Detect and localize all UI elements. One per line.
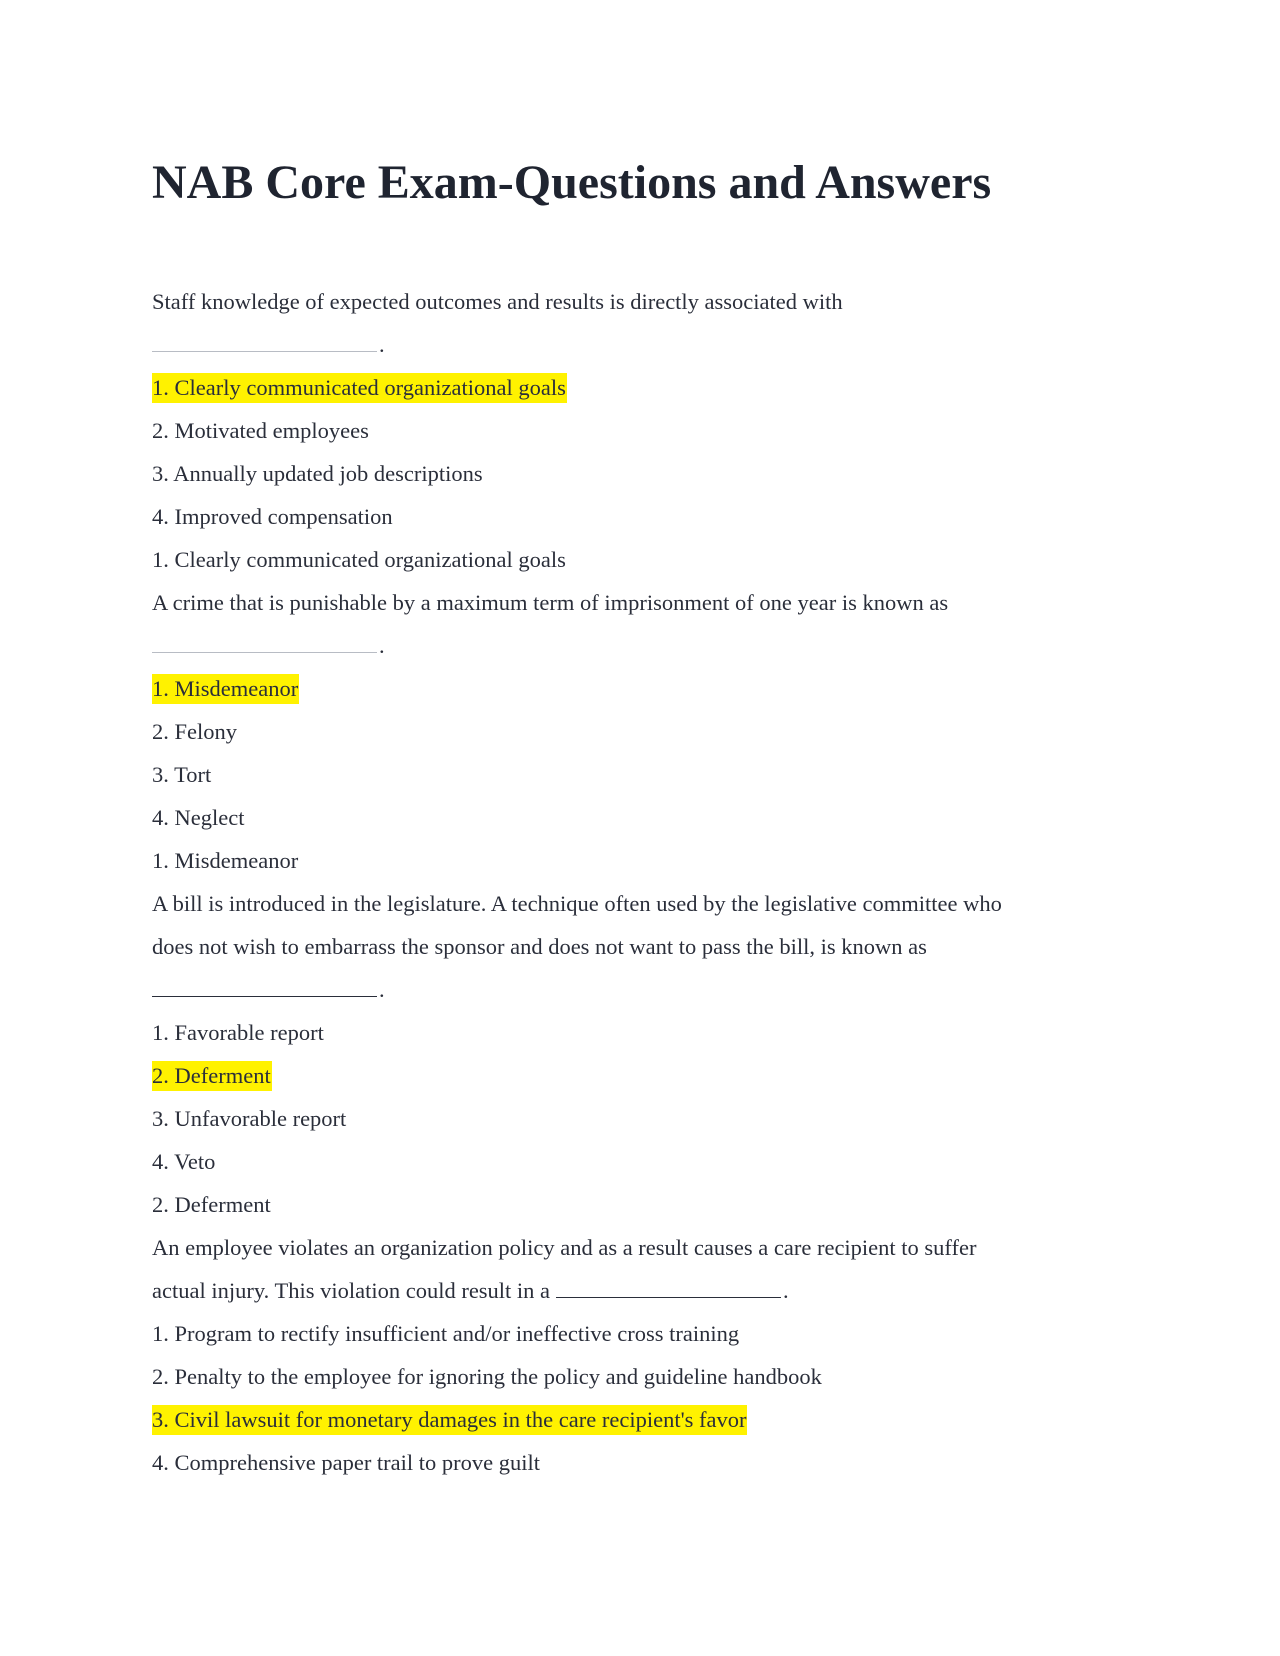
answer-blank [152, 651, 377, 653]
question-2-option-1 [152, 667, 1152, 710]
document-title: NAB Core Exam-Questions and Answers [152, 156, 992, 209]
question-1-blank [152, 323, 1152, 366]
answer-blank [152, 995, 377, 997]
answer-blank [152, 350, 377, 352]
question-1-stem: Staff knowledge of expected outcomes and results is directly associated with [152, 289, 843, 314]
blank-period: . [379, 633, 385, 658]
question-2-stem: A crime that is punishable by a maximum term of imprisonment of one year is known as [152, 590, 949, 615]
question-1-option-2: 2. Motivated employees [152, 418, 369, 443]
question-2-blank [152, 624, 1152, 667]
question-3-option-4: 4. Veto [152, 1149, 216, 1174]
blank-period: . [379, 332, 385, 357]
question-4-option-4: 4. Comprehensive paper trail to prove guilt [152, 1450, 541, 1475]
question-2-option-2: 2. Felony [152, 719, 238, 744]
question-3-stem-line-2: does not wish to embarrass the sponsor and does not want to pass the bill, is known as [152, 934, 927, 959]
blank-period: . [783, 1278, 789, 1303]
answer-blank [556, 1296, 781, 1298]
question-4-option-3 [152, 1398, 1152, 1441]
question-2-option-3: 3. Tort [152, 762, 212, 787]
question-1-option-4: 4. Improved compensation [152, 504, 393, 529]
question-3-option-3: 3. Unfavorable report [152, 1106, 347, 1131]
question-1-answer: 1. Clearly communicated organizational goals [152, 547, 566, 572]
document-body [152, 280, 1152, 1484]
question-4-option-1: 1. Program to rectify insufficient and/or ineffective cross training [152, 1321, 740, 1346]
question-3-stem-line-1: A bill is introduced in the legislature. A technique often used by the legislative committee who [152, 891, 1002, 916]
question-3-answer: 2. Deferment [152, 1192, 271, 1217]
question-4-stem-line-2 [152, 1269, 1152, 1312]
document-page [152, 150, 1152, 1484]
question-1-option-1 [152, 366, 1152, 409]
question-2-answer: 1. Misdemeanor [152, 848, 299, 873]
question-4-stem-text: actual injury. This violation could result in a [152, 1278, 551, 1303]
question-3-option-2 [152, 1054, 1152, 1097]
blank-period: . [379, 977, 385, 1002]
question-1-option-3: 3. Annually updated job descriptions [152, 461, 483, 486]
question-3-blank [152, 968, 1152, 1011]
question-2-option-4: 4. Neglect [152, 805, 245, 830]
question-3-option-1: 1. Favorable report [152, 1020, 324, 1045]
highlighted-option: 3. Civil lawsuit for monetary damages in the care recipient's favor [152, 1405, 747, 1435]
highlighted-option: 1. Clearly communicated organizational goals [152, 373, 567, 403]
question-4-stem-line-1: An employee violates an organization policy and as a result causes a care recipient to suffer [152, 1235, 977, 1260]
highlighted-option: 1. Misdemeanor [152, 674, 299, 704]
question-4-option-2: 2. Penalty to the employee for ignoring the policy and guideline handbook [152, 1364, 822, 1389]
highlighted-option: 2. Deferment [152, 1061, 272, 1091]
